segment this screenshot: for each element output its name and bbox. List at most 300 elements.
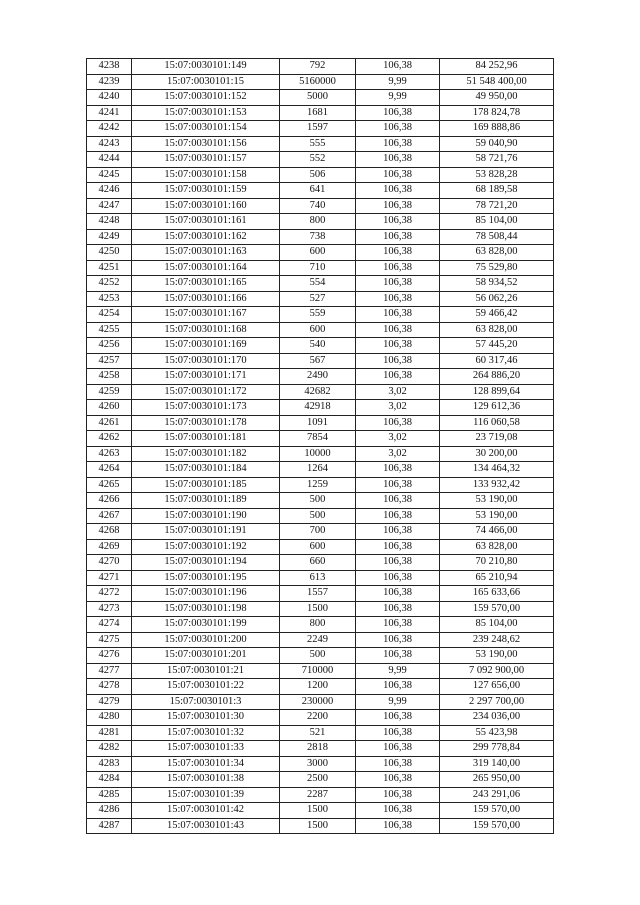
value-cell: 59 040,90 (440, 136, 554, 152)
value-cell: 53 190,00 (440, 508, 554, 524)
table-row (87, 493, 554, 509)
area-cell: 540 (280, 338, 356, 354)
rate-cell: 106,38 (356, 415, 440, 431)
row-number-cell: 4263 (87, 446, 132, 462)
row-number-cell: 4249 (87, 229, 132, 245)
table-row (87, 90, 554, 106)
rate-cell: 106,38 (356, 260, 440, 276)
cadastral-number-cell: 15:07:0030101:169 (132, 338, 280, 354)
cadastral-number-cell: 15:07:0030101:191 (132, 524, 280, 540)
cadastral-number-cell: 15:07:0030101:153 (132, 105, 280, 121)
row-number-cell: 4277 (87, 663, 132, 679)
area-cell: 5000 (280, 90, 356, 106)
cadastral-number-cell: 15:07:0030101:38 (132, 772, 280, 788)
area-cell: 738 (280, 229, 356, 245)
row-number-cell: 4278 (87, 679, 132, 695)
rate-cell: 9,99 (356, 694, 440, 710)
value-cell: 234 036,00 (440, 710, 554, 726)
table-row (87, 431, 554, 447)
value-cell: 84 252,96 (440, 59, 554, 75)
cadastral-number-cell: 15:07:0030101:171 (132, 369, 280, 385)
cadastral-number-cell: 15:07:0030101:149 (132, 59, 280, 75)
cadastral-number-cell: 15:07:0030101:32 (132, 725, 280, 741)
table-row (87, 322, 554, 338)
value-cell: 63 828,00 (440, 539, 554, 555)
cadastral-value-table (86, 58, 554, 834)
cadastral-number-cell: 15:07:0030101:173 (132, 400, 280, 416)
row-number-cell: 4260 (87, 400, 132, 416)
area-cell: 559 (280, 307, 356, 323)
cadastral-number-cell: 15:07:0030101:3 (132, 694, 280, 710)
rate-cell: 106,38 (356, 586, 440, 602)
value-cell: 53 190,00 (440, 648, 554, 664)
area-cell: 2249 (280, 632, 356, 648)
rate-cell: 106,38 (356, 183, 440, 199)
rate-cell: 106,38 (356, 214, 440, 230)
area-cell: 600 (280, 539, 356, 555)
area-cell: 2287 (280, 787, 356, 803)
cadastral-number-cell: 15:07:0030101:189 (132, 493, 280, 509)
row-number-cell: 4248 (87, 214, 132, 230)
table-row (87, 74, 554, 90)
table-row (87, 555, 554, 571)
value-cell: 299 778,84 (440, 741, 554, 757)
row-number-cell: 4279 (87, 694, 132, 710)
cadastral-number-cell: 15:07:0030101:163 (132, 245, 280, 261)
table-row (87, 601, 554, 617)
rate-cell: 106,38 (356, 59, 440, 75)
value-cell: 319 140,00 (440, 756, 554, 772)
row-number-cell: 4262 (87, 431, 132, 447)
value-cell: 63 828,00 (440, 322, 554, 338)
row-number-cell: 4239 (87, 74, 132, 90)
area-cell: 10000 (280, 446, 356, 462)
rate-cell: 106,38 (356, 818, 440, 834)
table-row (87, 353, 554, 369)
cadastral-number-cell: 15:07:0030101:161 (132, 214, 280, 230)
row-number-cell: 4244 (87, 152, 132, 168)
row-number-cell: 4258 (87, 369, 132, 385)
table-row (87, 524, 554, 540)
table-row (87, 570, 554, 586)
rate-cell: 106,38 (356, 229, 440, 245)
row-number-cell: 4238 (87, 59, 132, 75)
row-number-cell: 4264 (87, 462, 132, 478)
value-cell: 265 950,00 (440, 772, 554, 788)
value-cell: 53 190,00 (440, 493, 554, 509)
row-number-cell: 4280 (87, 710, 132, 726)
row-number-cell: 4250 (87, 245, 132, 261)
area-cell: 613 (280, 570, 356, 586)
area-cell: 1681 (280, 105, 356, 121)
value-cell: 78 721,20 (440, 198, 554, 214)
rate-cell: 9,99 (356, 90, 440, 106)
value-cell: 58 721,76 (440, 152, 554, 168)
cadastral-number-cell: 15:07:0030101:182 (132, 446, 280, 462)
value-cell: 85 104,00 (440, 214, 554, 230)
area-cell: 567 (280, 353, 356, 369)
area-cell: 42682 (280, 384, 356, 400)
rate-cell: 106,38 (356, 632, 440, 648)
row-number-cell: 4286 (87, 803, 132, 819)
rate-cell: 106,38 (356, 617, 440, 633)
area-cell: 554 (280, 276, 356, 292)
rate-cell: 106,38 (356, 105, 440, 121)
table-row (87, 307, 554, 323)
row-number-cell: 4271 (87, 570, 132, 586)
row-number-cell: 4276 (87, 648, 132, 664)
cadastral-number-cell: 15:07:0030101:184 (132, 462, 280, 478)
cadastral-number-cell: 15:07:0030101:43 (132, 818, 280, 834)
row-number-cell: 4268 (87, 524, 132, 540)
value-cell: 239 248,62 (440, 632, 554, 648)
row-number-cell: 4281 (87, 725, 132, 741)
area-cell: 230000 (280, 694, 356, 710)
cadastral-number-cell: 15:07:0030101:30 (132, 710, 280, 726)
value-cell: 74 466,00 (440, 524, 554, 540)
cadastral-number-cell: 15:07:0030101:164 (132, 260, 280, 276)
row-number-cell: 4275 (87, 632, 132, 648)
row-number-cell: 4255 (87, 322, 132, 338)
row-number-cell: 4247 (87, 198, 132, 214)
table-row (87, 617, 554, 633)
cadastral-number-cell: 15:07:0030101:185 (132, 477, 280, 493)
row-number-cell: 4243 (87, 136, 132, 152)
area-cell: 1500 (280, 803, 356, 819)
cadastral-number-cell: 15:07:0030101:21 (132, 663, 280, 679)
rate-cell: 106,38 (356, 369, 440, 385)
cadastral-number-cell: 15:07:0030101:154 (132, 121, 280, 137)
area-cell: 521 (280, 725, 356, 741)
cadastral-number-cell: 15:07:0030101:157 (132, 152, 280, 168)
table-row (87, 415, 554, 431)
rate-cell: 106,38 (356, 322, 440, 338)
row-number-cell: 4274 (87, 617, 132, 633)
cadastral-number-cell: 15:07:0030101:190 (132, 508, 280, 524)
cadastral-number-cell: 15:07:0030101:166 (132, 291, 280, 307)
rate-cell: 106,38 (356, 555, 440, 571)
value-cell: 159 570,00 (440, 803, 554, 819)
table-row (87, 121, 554, 137)
cadastral-number-cell: 15:07:0030101:42 (132, 803, 280, 819)
rate-cell: 106,38 (356, 152, 440, 168)
area-cell: 1264 (280, 462, 356, 478)
rate-cell: 3,02 (356, 431, 440, 447)
rate-cell: 3,02 (356, 384, 440, 400)
table-row (87, 648, 554, 664)
cadastral-number-cell: 15:07:0030101:178 (132, 415, 280, 431)
rate-cell: 106,38 (356, 803, 440, 819)
area-cell: 800 (280, 214, 356, 230)
row-number-cell: 4287 (87, 818, 132, 834)
value-cell: 57 445,20 (440, 338, 554, 354)
value-cell: 51 548 400,00 (440, 74, 554, 90)
row-number-cell: 4285 (87, 787, 132, 803)
row-number-cell: 4242 (87, 121, 132, 137)
cadastral-number-cell: 15:07:0030101:162 (132, 229, 280, 245)
rate-cell: 9,99 (356, 663, 440, 679)
rate-cell: 106,38 (356, 539, 440, 555)
value-cell: 116 060,58 (440, 415, 554, 431)
cadastral-number-cell: 15:07:0030101:200 (132, 632, 280, 648)
rate-cell: 106,38 (356, 772, 440, 788)
area-cell: 740 (280, 198, 356, 214)
row-number-cell: 4270 (87, 555, 132, 571)
table-row (87, 291, 554, 307)
cadastral-number-cell: 15:07:0030101:158 (132, 167, 280, 183)
area-cell: 1200 (280, 679, 356, 695)
area-cell: 1500 (280, 601, 356, 617)
row-number-cell: 4241 (87, 105, 132, 121)
table-row (87, 725, 554, 741)
value-cell: 56 062,26 (440, 291, 554, 307)
cadastral-number-cell: 15:07:0030101:33 (132, 741, 280, 757)
value-cell: 159 570,00 (440, 601, 554, 617)
table-row (87, 183, 554, 199)
rate-cell: 106,38 (356, 198, 440, 214)
rate-cell: 106,38 (356, 353, 440, 369)
value-cell: 165 633,66 (440, 586, 554, 602)
row-number-cell: 4267 (87, 508, 132, 524)
rate-cell: 9,99 (356, 74, 440, 90)
area-cell: 555 (280, 136, 356, 152)
value-cell: 55 423,98 (440, 725, 554, 741)
cadastral-number-cell: 15:07:0030101:170 (132, 353, 280, 369)
table-row (87, 756, 554, 772)
cadastral-number-cell: 15:07:0030101:198 (132, 601, 280, 617)
cadastral-number-cell: 15:07:0030101:196 (132, 586, 280, 602)
rate-cell: 106,38 (356, 725, 440, 741)
table-row (87, 105, 554, 121)
rate-cell: 106,38 (356, 679, 440, 695)
row-number-cell: 4251 (87, 260, 132, 276)
table-row (87, 229, 554, 245)
area-cell: 792 (280, 59, 356, 75)
value-cell: 58 934,52 (440, 276, 554, 292)
cadastral-number-cell: 15:07:0030101:160 (132, 198, 280, 214)
table-row (87, 772, 554, 788)
area-cell: 1259 (280, 477, 356, 493)
rate-cell: 106,38 (356, 787, 440, 803)
cadastral-number-cell: 15:07:0030101:152 (132, 90, 280, 106)
rate-cell: 106,38 (356, 291, 440, 307)
table-row (87, 260, 554, 276)
table-row (87, 167, 554, 183)
cadastral-number-cell: 15:07:0030101:156 (132, 136, 280, 152)
table-row (87, 632, 554, 648)
area-cell: 42918 (280, 400, 356, 416)
table-body (87, 59, 554, 834)
value-cell: 7 092 900,00 (440, 663, 554, 679)
cadastral-number-cell: 15:07:0030101:172 (132, 384, 280, 400)
table-row (87, 245, 554, 261)
area-cell: 1557 (280, 586, 356, 602)
table-row (87, 508, 554, 524)
cadastral-number-cell: 15:07:0030101:201 (132, 648, 280, 664)
table-row (87, 276, 554, 292)
area-cell: 2490 (280, 369, 356, 385)
area-cell: 506 (280, 167, 356, 183)
area-cell: 500 (280, 493, 356, 509)
area-cell: 660 (280, 555, 356, 571)
rate-cell: 106,38 (356, 601, 440, 617)
value-cell: 85 104,00 (440, 617, 554, 633)
cadastral-number-cell: 15:07:0030101:192 (132, 539, 280, 555)
value-cell: 75 529,80 (440, 260, 554, 276)
area-cell: 500 (280, 648, 356, 664)
row-number-cell: 4245 (87, 167, 132, 183)
row-number-cell: 4246 (87, 183, 132, 199)
area-cell: 800 (280, 617, 356, 633)
cadastral-number-cell: 15:07:0030101:199 (132, 617, 280, 633)
value-cell: 70 210,80 (440, 555, 554, 571)
cadastral-number-cell: 15:07:0030101:167 (132, 307, 280, 323)
cadastral-number-cell: 15:07:0030101:15 (132, 74, 280, 90)
table-row (87, 214, 554, 230)
area-cell: 1500 (280, 818, 356, 834)
rate-cell: 106,38 (356, 167, 440, 183)
table-row (87, 446, 554, 462)
row-number-cell: 4272 (87, 586, 132, 602)
row-number-cell: 4284 (87, 772, 132, 788)
value-cell: 65 210,94 (440, 570, 554, 586)
rate-cell: 106,38 (356, 741, 440, 757)
row-number-cell: 4253 (87, 291, 132, 307)
rate-cell: 3,02 (356, 400, 440, 416)
area-cell: 641 (280, 183, 356, 199)
rate-cell: 106,38 (356, 121, 440, 137)
rate-cell: 106,38 (356, 307, 440, 323)
value-cell: 133 932,42 (440, 477, 554, 493)
cadastral-number-cell: 15:07:0030101:181 (132, 431, 280, 447)
row-number-cell: 4282 (87, 741, 132, 757)
table-row (87, 198, 554, 214)
area-cell: 710 (280, 260, 356, 276)
row-number-cell: 4254 (87, 307, 132, 323)
rate-cell: 106,38 (356, 477, 440, 493)
value-cell: 63 828,00 (440, 245, 554, 261)
table-row (87, 679, 554, 695)
table-row (87, 663, 554, 679)
rate-cell: 106,38 (356, 508, 440, 524)
row-number-cell: 4261 (87, 415, 132, 431)
row-number-cell: 4266 (87, 493, 132, 509)
value-cell: 127 656,00 (440, 679, 554, 695)
value-cell: 30 200,00 (440, 446, 554, 462)
rate-cell: 106,38 (356, 276, 440, 292)
area-cell: 500 (280, 508, 356, 524)
table-row (87, 710, 554, 726)
value-cell: 78 508,44 (440, 229, 554, 245)
table-row (87, 384, 554, 400)
rate-cell: 106,38 (356, 493, 440, 509)
table-row (87, 462, 554, 478)
value-cell: 2 297 700,00 (440, 694, 554, 710)
value-cell: 134 464,32 (440, 462, 554, 478)
row-number-cell: 4269 (87, 539, 132, 555)
table-row (87, 741, 554, 757)
value-cell: 129 612,36 (440, 400, 554, 416)
row-number-cell: 4240 (87, 90, 132, 106)
area-cell: 5160000 (280, 74, 356, 90)
table-row (87, 152, 554, 168)
area-cell: 710000 (280, 663, 356, 679)
rate-cell: 106,38 (356, 462, 440, 478)
area-cell: 1091 (280, 415, 356, 431)
rate-cell: 106,38 (356, 756, 440, 772)
table-row (87, 136, 554, 152)
area-cell: 700 (280, 524, 356, 540)
value-cell: 128 899,64 (440, 384, 554, 400)
table-row (87, 803, 554, 819)
value-cell: 68 189,58 (440, 183, 554, 199)
row-number-cell: 4265 (87, 477, 132, 493)
value-cell: 53 828,28 (440, 167, 554, 183)
row-number-cell: 4256 (87, 338, 132, 354)
rate-cell: 106,38 (356, 338, 440, 354)
cadastral-number-cell: 15:07:0030101:22 (132, 679, 280, 695)
table-row (87, 787, 554, 803)
area-cell: 2818 (280, 741, 356, 757)
cadastral-number-cell: 15:07:0030101:159 (132, 183, 280, 199)
value-cell: 178 824,78 (440, 105, 554, 121)
rate-cell: 3,02 (356, 446, 440, 462)
cadastral-number-cell: 15:07:0030101:168 (132, 322, 280, 338)
rate-cell: 106,38 (356, 136, 440, 152)
cadastral-number-cell: 15:07:0030101:194 (132, 555, 280, 571)
cadastral-number-cell: 15:07:0030101:39 (132, 787, 280, 803)
area-cell: 527 (280, 291, 356, 307)
table-row (87, 338, 554, 354)
row-number-cell: 4273 (87, 601, 132, 617)
row-number-cell: 4257 (87, 353, 132, 369)
value-cell: 59 466,42 (440, 307, 554, 323)
rate-cell: 106,38 (356, 648, 440, 664)
area-cell: 600 (280, 245, 356, 261)
rate-cell: 106,38 (356, 710, 440, 726)
rate-cell: 106,38 (356, 245, 440, 261)
row-number-cell: 4252 (87, 276, 132, 292)
value-cell: 49 950,00 (440, 90, 554, 106)
area-cell: 600 (280, 322, 356, 338)
cadastral-number-cell: 15:07:0030101:34 (132, 756, 280, 772)
table-row (87, 694, 554, 710)
value-cell: 23 719,08 (440, 431, 554, 447)
area-cell: 2200 (280, 710, 356, 726)
table-row (87, 586, 554, 602)
cadastral-number-cell: 15:07:0030101:195 (132, 570, 280, 586)
area-cell: 552 (280, 152, 356, 168)
area-cell: 3000 (280, 756, 356, 772)
value-cell: 264 886,20 (440, 369, 554, 385)
table-row (87, 818, 554, 834)
value-cell: 243 291,06 (440, 787, 554, 803)
table-row (87, 400, 554, 416)
row-number-cell: 4259 (87, 384, 132, 400)
value-cell: 159 570,00 (440, 818, 554, 834)
table-row (87, 539, 554, 555)
rate-cell: 106,38 (356, 524, 440, 540)
value-cell: 60 317,46 (440, 353, 554, 369)
area-cell: 7854 (280, 431, 356, 447)
row-number-cell: 4283 (87, 756, 132, 772)
table-row (87, 59, 554, 75)
rate-cell: 106,38 (356, 570, 440, 586)
table-row (87, 477, 554, 493)
area-cell: 2500 (280, 772, 356, 788)
cadastral-number-cell: 15:07:0030101:165 (132, 276, 280, 292)
value-cell: 169 888,86 (440, 121, 554, 137)
